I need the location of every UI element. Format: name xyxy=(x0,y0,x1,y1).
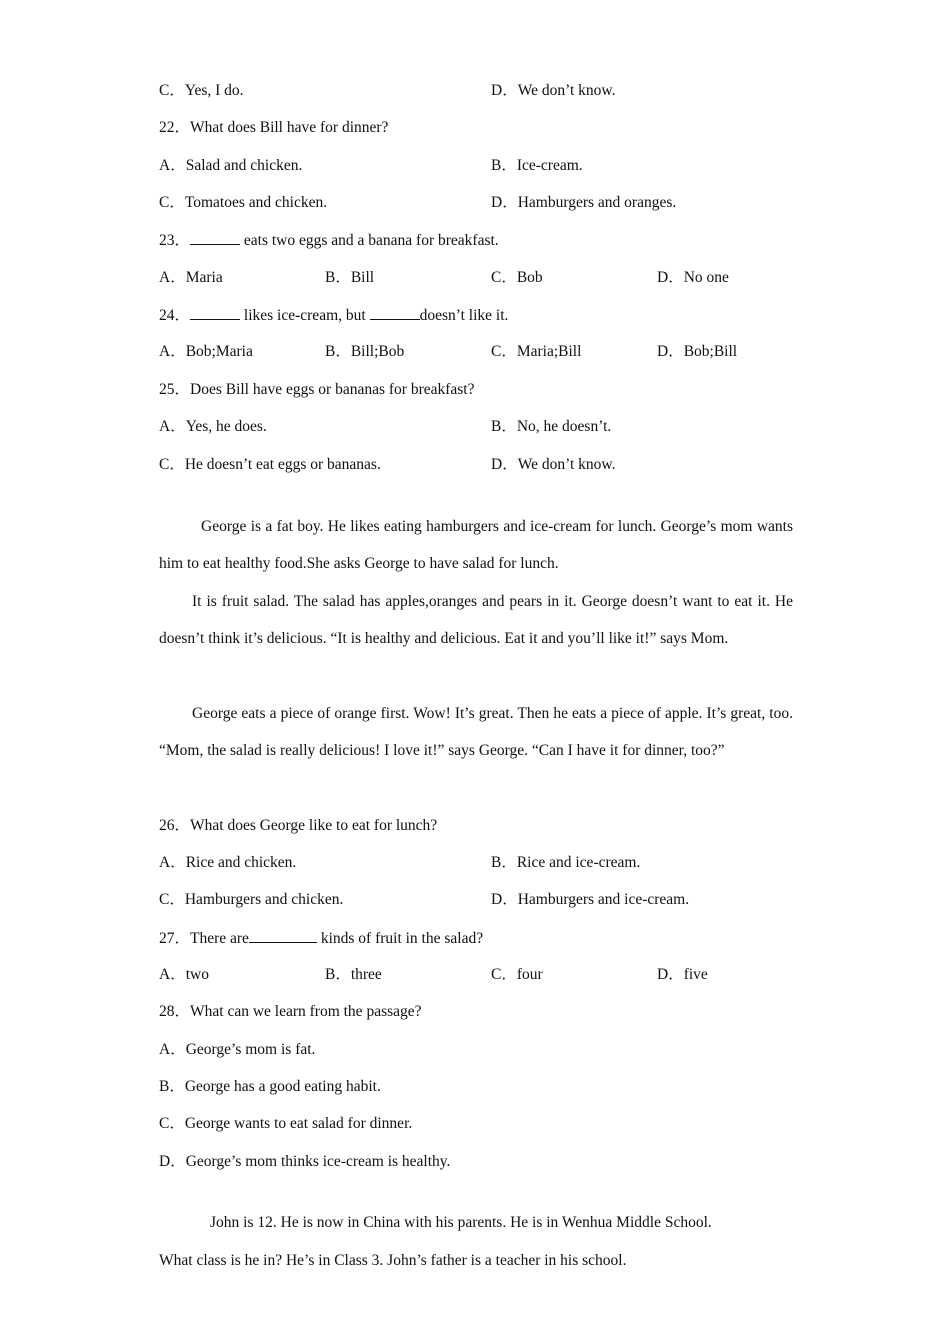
q28-option-a: A．George’s mom is fat. xyxy=(159,1041,316,1058)
q23-text: eats two eggs and a banana for breakfast. xyxy=(240,232,499,249)
q22-option-c: C．Tomatoes and chicken. xyxy=(159,194,328,211)
q27-option-c: C．four xyxy=(491,966,543,983)
q26-option-a: A．Rice and chicken. xyxy=(159,854,297,871)
q23-option-d: D．No one xyxy=(657,269,729,286)
q24-number: 24． xyxy=(159,307,191,324)
q28-option-b: B．George has a good eating habit. xyxy=(159,1078,381,1095)
q27-blank xyxy=(249,928,317,943)
q26-stem: 26．What does George like to eat for lunch? xyxy=(159,817,438,834)
george-paragraph-3: George eats a piece of orange first. Wow! It’s great. Then he eats a piece of apple. It’s great, too. “Mom, the salad is really delicious! I love it!” says George. “Can I have it for dinner, too?” xyxy=(159,705,793,760)
q25-option-a: A．Yes, he does. xyxy=(159,418,267,435)
q24-text-mid: likes ice-cream, but xyxy=(240,307,370,324)
q24-text-end: doesn’t like it. xyxy=(419,307,509,324)
q21-option-c: C．Yes, I do. xyxy=(159,82,244,99)
q24-option-c: C．Maria;Bill xyxy=(491,343,582,360)
q24-blank-1 xyxy=(190,305,240,320)
q25-option-c: C．He doesn’t eat eggs or bananas. xyxy=(159,456,381,473)
george-paragraph-2: It is fruit salad. The salad has apples,oranges and pears in it. George doesn’t want to eat it. He doesn’t think it’s delicious. “It is healthy and delicious. Eat it and you’ll like it!” says Mom. xyxy=(159,593,793,648)
q27-option-d: D．five xyxy=(657,966,708,983)
q26-option-c: C．Hamburgers and chicken. xyxy=(159,891,344,908)
q24-option-b: B．Bill;Bob xyxy=(325,343,405,360)
q24-option-a: A．Bob;Maria xyxy=(159,343,253,360)
q22-option-b: B．Ice-cream. xyxy=(491,157,583,174)
q28-option-c: C．George wants to eat salad for dinner. xyxy=(159,1115,413,1132)
q28-stem: 28．What can we learn from the passage? xyxy=(159,1003,422,1020)
george-paragraph-1: George is a fat boy. He likes eating hamburgers and ice-cream for lunch. George’s mom wants him to eat healthy food.She asks George to have salad for lunch. xyxy=(159,518,793,573)
q26-option-b: B．Rice and ice-cream. xyxy=(491,854,641,871)
q23-option-a: A．Maria xyxy=(159,269,223,286)
q23-option-b: B．Bill xyxy=(325,269,375,286)
q23-stem xyxy=(159,230,499,251)
q24-option-d: D．Bob;Bill xyxy=(657,343,738,360)
q23-number: 23． xyxy=(159,232,191,249)
q26-option-d: D．Hamburgers and ice-cream. xyxy=(491,891,690,908)
q28-option-d: D．George’s mom thinks ice-cream is healthy. xyxy=(159,1153,451,1170)
q22-stem: 22．What does Bill have for dinner? xyxy=(159,119,389,136)
q24-stem xyxy=(159,305,508,326)
q27-stem xyxy=(159,928,483,949)
q25-stem: 25．Does Bill have eggs or bananas for breakfast? xyxy=(159,381,475,398)
q27-text-end: kinds of fruit in the salad? xyxy=(316,930,484,947)
q23-blank xyxy=(190,230,240,245)
q27-option-b: B．three xyxy=(325,966,382,983)
john-passage-line-2: What class is he in? He’s in Class 3. John’s father is a teacher in his school. xyxy=(159,1252,627,1269)
q22-option-d: D．Hamburgers and oranges. xyxy=(491,194,677,211)
q25-option-b: B．No, he doesn’t. xyxy=(491,418,612,435)
q25-option-d: D．We don’t know. xyxy=(491,456,616,473)
q21-option-d: D．We don’t know. xyxy=(491,82,616,99)
q24-blank-2 xyxy=(370,305,420,320)
q27-option-a: A．two xyxy=(159,966,209,983)
q27-text-start: 27．There are xyxy=(159,930,249,947)
q22-option-a: A．Salad and chicken. xyxy=(159,157,303,174)
john-passage-line-1: John is 12. He is now in China with his parents. He is in Wenhua Middle School. xyxy=(210,1214,712,1231)
q23-option-c: C．Bob xyxy=(491,269,543,286)
